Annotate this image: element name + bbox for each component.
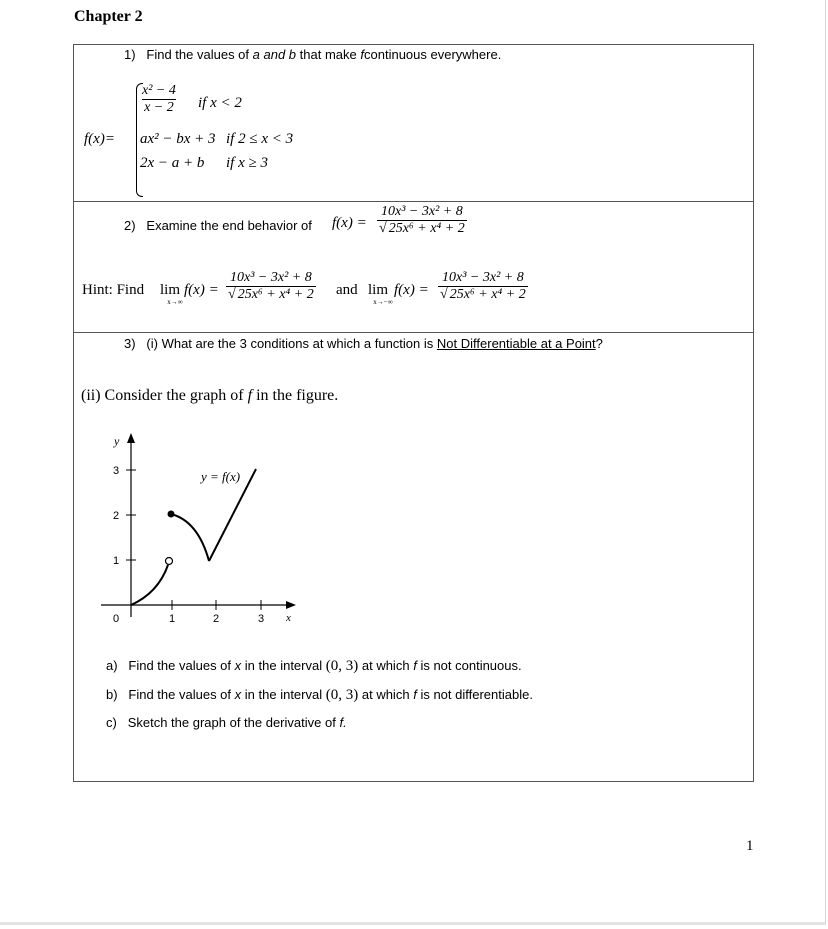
item-text: Find the values of	[128, 658, 232, 673]
hint-fx-1: f(x) =	[184, 282, 219, 298]
function-graph	[96, 425, 306, 635]
case-3-expression: 2x − a + b	[140, 155, 205, 171]
open-point	[166, 558, 173, 565]
item-c	[106, 715, 347, 730]
item-f: f.	[339, 715, 347, 730]
case-2-condition: if 2 ≤ x < 3	[226, 131, 294, 147]
question-2-text	[124, 218, 312, 233]
hint-fraction-2: $\frac{\text{10x³ − 3x² + 8}}{\text{√ 25x⁶ + x⁴ + 2}}$	[440, 270, 526, 302]
item-f: f	[413, 658, 417, 673]
q2-text: Examine the end behavior of	[146, 218, 312, 233]
item-label: c)	[106, 715, 117, 730]
question-number: 2)	[124, 218, 136, 233]
case-1-numerator: x² − 4	[142, 83, 176, 98]
case-2-expression: ax² − bx + 3	[140, 131, 216, 147]
q1-fx: f(x)=	[84, 131, 115, 147]
q3-text-pre: (i) What are the 3 conditions at which a function is	[146, 336, 434, 351]
item-var: x	[234, 658, 242, 673]
x-axis-label: x	[286, 612, 291, 624]
curve-segment-2	[171, 514, 209, 561]
x-tick-label-3: 3	[258, 613, 265, 625]
case-1-fraction	[140, 83, 178, 116]
question-2-box	[73, 201, 754, 333]
curve-segment-1	[131, 565, 168, 605]
y-tick-label-2: 2	[113, 510, 120, 522]
page-number: 1	[746, 838, 754, 854]
item-text: Find the values of	[128, 687, 232, 702]
q1-text-post: continuous everywhere.	[364, 47, 502, 62]
chapter-title: Chapter 2	[74, 8, 143, 25]
hint-label: Hint: Find	[82, 282, 145, 298]
hint-fraction-1: $\frac{\text{10x³ − 3x² + 8}}{\text{√ 25x⁶ + x⁴ + 2}}$	[228, 270, 314, 302]
lim-subscript-1: x→∞	[167, 298, 183, 306]
q3-text-post: ?	[595, 336, 603, 351]
question-1-box	[73, 44, 754, 202]
y-tick-label-3: 3	[113, 465, 120, 477]
item-text-mid: in the interval	[244, 658, 323, 673]
and-text: and	[336, 282, 358, 298]
q2-fx: f(x) =	[332, 215, 367, 231]
lim-subscript-2: x→−∞	[373, 298, 393, 306]
q1-text-f: f	[360, 47, 364, 62]
q2-denominator: 25x⁶ + x⁴ + 2	[388, 221, 465, 236]
question-number: 1)	[124, 47, 136, 62]
case-1-denominator: x − 2	[144, 100, 174, 115]
q1-text-mid: that make	[299, 47, 357, 62]
x-axis-arrow	[286, 601, 296, 609]
item-label: a)	[106, 658, 118, 673]
curve-label: y = f(x)	[201, 469, 241, 484]
item-text-post-pre: at which	[361, 658, 410, 673]
lim-text: lim	[160, 282, 181, 298]
y-axis-arrow	[127, 433, 135, 443]
y-tick-label-1: 1	[113, 555, 120, 567]
part-2-post: in the figure.	[256, 387, 339, 404]
q3-underlined-text: Not Differentiable at a Point	[436, 336, 596, 351]
q2-fraction: $\frac{\text{10x³ − 3x² + 8}}{\text{√ 25x⁶ + x⁴ + 2}}$	[379, 204, 465, 236]
case-1-condition: if x < 2	[198, 95, 242, 111]
y-axis-label: y	[114, 434, 120, 448]
item-text-post: is not differentiable.	[420, 687, 533, 702]
item-b	[106, 687, 533, 704]
x-tick-label-1: 1	[169, 613, 176, 625]
hint-denominator-1: 25x⁶ + x⁴ + 2	[237, 287, 314, 302]
item-text-post-pre: at which	[361, 687, 410, 702]
hint-fx-2: f(x) =	[394, 282, 429, 298]
item-a	[106, 658, 522, 675]
x-tick-label-2: 2	[213, 613, 220, 625]
item-var: x	[234, 687, 242, 702]
lim-text: lim	[368, 282, 389, 298]
interval: (0, 3)	[325, 687, 359, 703]
item-f: f	[413, 687, 417, 702]
item-text-mid: in the interval	[244, 687, 323, 702]
item-label: b)	[106, 687, 118, 702]
question-3-box	[73, 332, 754, 782]
hint-numerator-1: 10x³ − 3x² + 8	[230, 270, 312, 285]
item-text: Sketch the graph of the derivative of	[127, 715, 336, 730]
hint-denominator-2: 25x⁶ + x⁴ + 2	[449, 287, 526, 302]
q1-text-pre: Find the values of	[146, 47, 250, 62]
q1-text-ab: a and b	[252, 47, 297, 62]
question-number: 3)	[124, 336, 136, 351]
x-tick-label-0: 0	[113, 613, 120, 625]
q2-numerator: 10x³ − 3x² + 8	[381, 204, 463, 219]
case-3-condition: if x ≥ 3	[226, 155, 268, 171]
q3-part-2	[81, 387, 338, 405]
item-text-post: is not continuous.	[420, 658, 522, 673]
question-3-text	[124, 336, 603, 351]
question-1-text	[124, 47, 501, 62]
hint-numerator-2: 10x³ − 3x² + 8	[442, 270, 524, 285]
part-2-text: (ii) Consider the graph of	[81, 387, 244, 404]
part-2-f: f	[247, 387, 253, 404]
interval: (0, 3)	[325, 658, 359, 674]
